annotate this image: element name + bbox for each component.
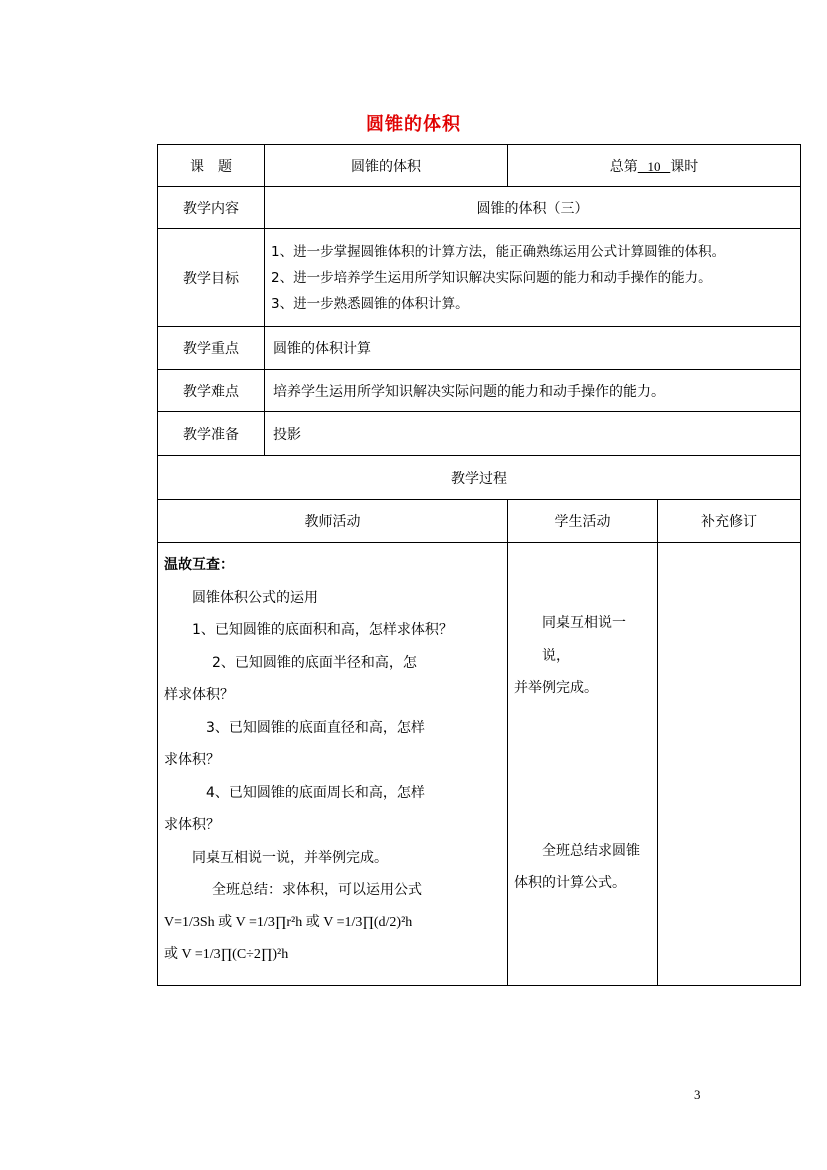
formula-line-2: 或 V =1/3∏(C÷2∏)²h — [164, 947, 289, 962]
columns-header-row — [158, 500, 801, 543]
question-3-line-1: 3、已知圆锥的底面直径和高，怎样 — [206, 719, 425, 736]
goal-item: 3、进一步熟悉圆锥的体积计算。 — [271, 295, 469, 312]
difficulty-value: 培养学生运用所学知识解决实际问题的能力和动手操作的能力。 — [265, 370, 801, 412]
process-row — [158, 456, 801, 500]
content-row — [158, 187, 801, 229]
key-row — [158, 327, 801, 370]
difficulty-label: 教学难点 — [158, 370, 265, 412]
notes-column-header: 补充修订 — [658, 500, 801, 543]
key-label: 教学重点 — [158, 327, 265, 370]
question-2-line-1: 2、已知圆锥的底面半径和高，怎 — [212, 654, 417, 671]
student-activity-cell — [508, 543, 658, 986]
goal-item: 1、进一步掌握圆锥体积的计算方法，能正确熟练运用公式计算圆锥的体积。 — [271, 243, 726, 260]
prep-row — [158, 412, 801, 456]
goals-row — [158, 229, 801, 327]
question-4-line-2: 求体积？ — [164, 817, 220, 833]
goals-list — [265, 229, 801, 327]
notes-cell — [658, 543, 801, 986]
lesson-label: 课 题 — [158, 145, 265, 187]
formula-line-1: V=1/3Sh 或 V =1/3∏r²h 或 V =1/3∏(d/2)²h — [164, 914, 413, 930]
period-prefix: 总第 — [609, 158, 638, 175]
lesson-plan-table — [157, 144, 801, 986]
period-suffix: 课时 — [670, 158, 699, 175]
student-activity-1-line-1: 同桌互相说一说， — [542, 615, 626, 664]
question-4-line-1: 4、已知圆锥的底面周长和高，怎样 — [206, 784, 425, 801]
prep-label: 教学准备 — [158, 412, 265, 456]
header-row — [158, 145, 801, 187]
goals-label: 教学目标 — [158, 229, 265, 327]
activities-row — [158, 543, 801, 986]
process-label: 教学过程 — [158, 456, 801, 500]
intro-text: 圆锥体积公式的运用 — [192, 589, 318, 606]
student-activity-1-line-2: 并举例完成。 — [514, 680, 598, 696]
lesson-name: 圆锥的体积 — [265, 145, 508, 187]
document-title: 圆锥的体积 — [366, 114, 461, 135]
prep-value: 投影 — [265, 412, 801, 456]
period-number: 10 — [647, 158, 661, 174]
student-activity-2-line-2: 体积的计算公式。 — [514, 875, 626, 891]
summary-text: 全班总结：求体积，可以运用公式 — [212, 882, 422, 898]
pair-talk-text: 同桌互相说一说，并举例完成。 — [192, 849, 388, 866]
question-3-line-2: 求体积？ — [164, 752, 220, 768]
page-number: 3 — [694, 1087, 701, 1102]
content-label: 教学内容 — [158, 187, 265, 229]
student-activity-2-line-1: 全班总结求圆锥 — [542, 842, 640, 859]
question-1: 1、已知圆锥的底面积和高，怎样求体积？ — [192, 622, 453, 638]
review-heading: 温故互查： — [164, 557, 234, 573]
student-column-header: 学生活动 — [508, 500, 658, 543]
period-cell — [508, 145, 801, 187]
question-2-line-2: 样求体积？ — [164, 687, 234, 703]
difficulty-row — [158, 370, 801, 412]
content-value: 圆锥的体积（三） — [265, 187, 801, 229]
goal-item: 2、进一步培养学生运用所学知识解决实际问题的能力和动手操作的能力。 — [271, 269, 712, 286]
teacher-column-header: 教师活动 — [158, 500, 508, 543]
teacher-activity-cell — [158, 543, 508, 986]
key-value: 圆锥的体积计算 — [265, 327, 801, 370]
